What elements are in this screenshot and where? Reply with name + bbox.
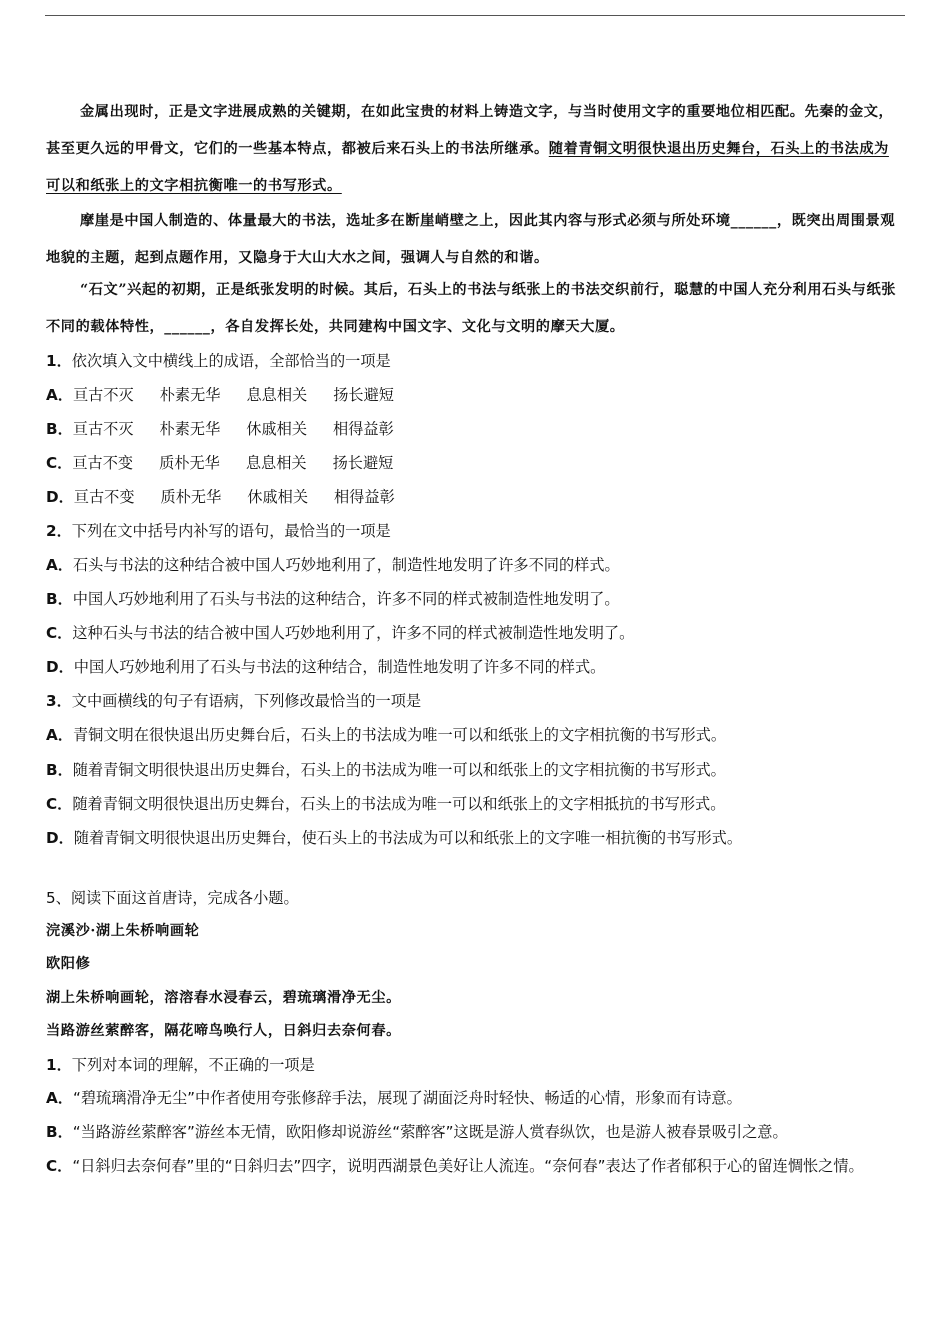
q2-stem: 2．下列在文中括号内补写的语句，最恰当的一项是 xyxy=(46,522,391,540)
q2-option-a: A．石头与书法的这种结合被中国人巧妙地利用了，制造性地发明了许多不同的样式。 xyxy=(46,556,620,574)
q5-1-option-b: B．“当路游丝萦醉客”游丝本无情，欧阳修却说游丝“萦醉客”这既是游人赏春纵饮，也是游人被春景吸引之意。 xyxy=(46,1123,788,1141)
header-rule xyxy=(45,15,905,16)
poem-author: 欧阳修 xyxy=(46,956,91,972)
passage-paragraph-1-text: 金属出现时，正是文字进展成熟的关键期，在如此宝贵的材料上铸造文字，与当时使用文字的重要地位相匹配。先秦的金文，甚至更久远的甲骨文，它们的一些基本特点，都被后来石头上的书法所继承。 xyxy=(46,104,894,157)
passage-paragraph-2: 摩崖是中国人制造的、体量最大的书法，选址多在断崖峭壁之上，因此其内容与形式必须与所处环境______，既突出周围景观地貌的主题，起到点题作用，又隐身于大山大水之间，强调人与自然的和谐。 xyxy=(46,213,896,266)
passage-paragraph-1 xyxy=(46,94,902,205)
passage-paragraph-3: “石文”兴起的初期，正是纸张发明的时候。其后，石头上的书法与纸张上的书法交织前行，聪慧的中国人充分利用石头与纸张不同的载体特性，______，各自发挥长处，共同建构中国文字、文化与文明的摩天大厦。 xyxy=(46,282,897,335)
poem-title: 浣溪沙·湖上朱桥响画轮 xyxy=(46,923,200,939)
q5-1-stem: 1．下列对本词的理解，不正确的一项是 xyxy=(46,1056,315,1074)
q1-option-d: D．亘古不变 质朴无华 休戚相关 相得益彰 xyxy=(46,488,395,506)
q1-stem: 1．依次填入文中横线上的成语，全部恰当的一项是 xyxy=(46,352,391,370)
q3-option-b: B．随着青铜文明很快退出历史舞台，石头上的书法成为唯一可以和纸张上的文字相抗衡的书写形式。 xyxy=(46,761,726,779)
q1-option-c: C．亘古不变 质朴无华 息息相关 扬长避短 xyxy=(46,454,394,472)
q5-1-option-c: C．“日斜归去奈何春”里的“日斜归去”四字，说明西湖景色美好让人流连。“奈何春”表达了作者郁积于心的留连惆怅之情。 xyxy=(46,1157,864,1175)
q5-1-option-a: A．“碧琉璃滑净无尘”中作者使用夸张修辞手法，展现了湖面泛舟时轻快、畅适的心情，形象而有诗意。 xyxy=(46,1089,742,1107)
poem-line-1: 湖上朱桥响画轮，溶溶春水浸春云，碧琉璃滑净无尘。 xyxy=(46,990,401,1006)
q1-option-a: A．亘古不灭 朴素无华 息息相关 扬长避短 xyxy=(46,386,394,404)
q1-option-b: B．亘古不灭 朴素无华 休戚相关 相得益彰 xyxy=(46,420,394,438)
q3-option-d: D．随着青铜文明很快退出历史舞台，使石头上的书法成为可以和纸张上的文字唯一相抗衡的书写形式。 xyxy=(46,829,743,847)
q3-stem: 3．文中画横线的句子有语病，下列修改最恰当的一项是 xyxy=(46,692,422,710)
q2-option-b: B．中国人巧妙地利用了石头与书法的这种结合，许多不同的样式被制造性地发明了。 xyxy=(46,590,620,608)
underlined-sentence: 随着青铜文明很快退出历史舞台，石头上的书法成为可以和纸张上的文字相抗衡唯一的书写形式。 xyxy=(46,141,889,194)
q3-option-a: A．青铜文明在很快退出历史舞台后，石头上的书法成为唯一可以和纸张上的文字相抗衡的书写形式。 xyxy=(46,726,727,744)
q2-option-d: D．中国人巧妙地利用了石头与书法的这种结合，制造性地发明了许多不同的样式。 xyxy=(46,658,606,676)
poem-line-2: 当路游丝萦醉客，隔花啼鸟唤行人，日斜归去奈何春。 xyxy=(46,1023,401,1039)
q3-option-c: C．随着青铜文明很快退出历史舞台，石头上的书法成为唯一可以和纸张上的文字相抵抗的书写形式。 xyxy=(46,795,726,813)
section-5-heading: 5、阅读下面这首唐诗，完成各小题。 xyxy=(46,889,299,907)
q2-option-c: C．这种石头与书法的结合被中国人巧妙地利用了，许多不同的样式被制造性地发明了。 xyxy=(46,624,635,642)
